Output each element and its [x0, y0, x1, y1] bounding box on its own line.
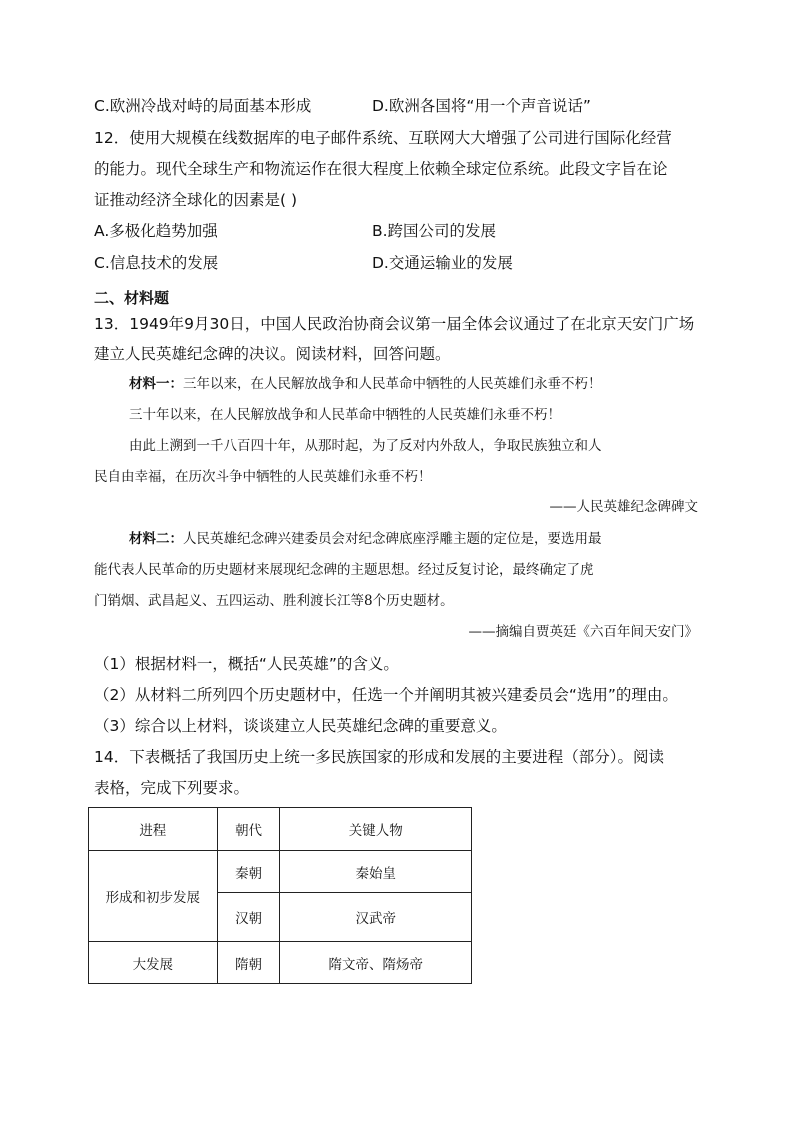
- q12-option-d: D.交通运输业的发展: [372, 254, 513, 272]
- dynasty-cell: 隋朝: [217, 942, 280, 984]
- dynasty-cell: 汉朝: [217, 893, 280, 942]
- q13-stem-line-1: 13．1949年9月30日，中国人民政治协商会议第一届全体会议通过了在北京天安门广场: [94, 315, 695, 333]
- q12-option-c: C.信息技术的发展: [94, 254, 219, 272]
- dynasty-cell: 秦朝: [217, 851, 280, 893]
- header-cell-dynasty: 朝代: [217, 808, 280, 851]
- q13-stem-line-2: 建立人民英雄纪念碑的决议。阅读材料，回答问题。: [94, 345, 451, 363]
- figure-cell: 秦始皇: [280, 851, 472, 893]
- q14-stem-line-1: 14．下表概括了我国历史上统一多民族国家的形成和发展的主要进程（部分）。阅读: [94, 748, 664, 766]
- q14-stem-line-2: 表格，完成下列要求。: [94, 779, 250, 797]
- q11-option-c: C.欧洲冷战对峙的局面基本形成: [94, 97, 312, 115]
- material-1-line-3: 由此上溯到一千八百四十年，从那时起，为了反对内外敌人，争取民族独立和人: [129, 438, 602, 454]
- material-1-line-1: [129, 373, 602, 395]
- unification-progress-table: [88, 807, 472, 984]
- q12-option-b: B.跨国公司的发展: [372, 222, 497, 240]
- q12-stem-line-1: 12．使用大规模在线数据库的电子邮件系统、互联网大大增强了公司进行国际化经营: [94, 129, 672, 147]
- q11-option-d: D.欧洲各国将“用一个声音说话”: [372, 97, 591, 115]
- q13-sub-question-2: （2）从材料二所列四个历史题材中，任选一个并阐明其被兴建委员会“选用”的理由。: [94, 686, 678, 704]
- material-1-line-2: 三十年以来，在人民解放战争和人民革命中牺牲的人民英雄们永垂不朽！: [129, 407, 561, 423]
- material-1-label: 材料一：: [129, 376, 183, 392]
- q12-stem-line-3: 证推动经济全球化的因素是( ): [94, 191, 298, 209]
- material-1-text: 三年以来，在人民解放战争和人民革命中牺牲的人民英雄们永垂不朽！: [183, 376, 602, 392]
- material-2-text: 人民英雄纪念碑兴建委员会对纪念碑底座浮雕主题的定位是，要选用最: [183, 531, 602, 547]
- material-1-source: ——人民英雄纪念碑碑文: [549, 499, 698, 515]
- table-header-row: [89, 808, 472, 851]
- header-cell-stage: 进程: [89, 808, 218, 851]
- material-1-line-4: 民自由幸福，在历次斗争中牺牲的人民英雄们永垂不朽！: [94, 469, 432, 485]
- stage-cell: 形成和初步发展: [89, 851, 218, 942]
- header-cell-figure: 关键人物: [280, 808, 472, 851]
- material-2-line-1: [129, 528, 602, 550]
- q12-stem-line-2: 的能力。现代全球生产和物流运作在很大程度上依赖全球定位系统。此段文字旨在论: [94, 160, 668, 178]
- stage-cell: 大发展: [89, 942, 218, 984]
- material-2-line-3: 门销烟、武昌起义、五四运动、胜利渡长江等8个历史题材。: [94, 593, 454, 609]
- figure-cell: 汉武帝: [280, 893, 472, 942]
- q13-sub-question-3: （3）综合以上材料，谈谈建立人民英雄纪念碑的重要意义。: [94, 717, 507, 735]
- q12-option-a: A.多极化趋势加强: [94, 222, 218, 240]
- figure-cell: 隋文帝、隋炀帝: [280, 942, 472, 984]
- table-row: [89, 851, 472, 893]
- q13-sub-question-1: （1）根据材料一，概括“人民英雄”的含义。: [94, 655, 399, 673]
- section-heading: 二、材料题: [94, 289, 170, 307]
- table-row: [89, 942, 472, 984]
- material-2-line-2: 能代表人民革命的历史题材来展现纪念碑的主题思想。经过反复讨论，最终确定了虎: [94, 562, 594, 578]
- material-2-label: 材料二：: [129, 531, 183, 547]
- material-2-source: ——摘编自贾英廷《六百年间天安门》: [468, 624, 698, 640]
